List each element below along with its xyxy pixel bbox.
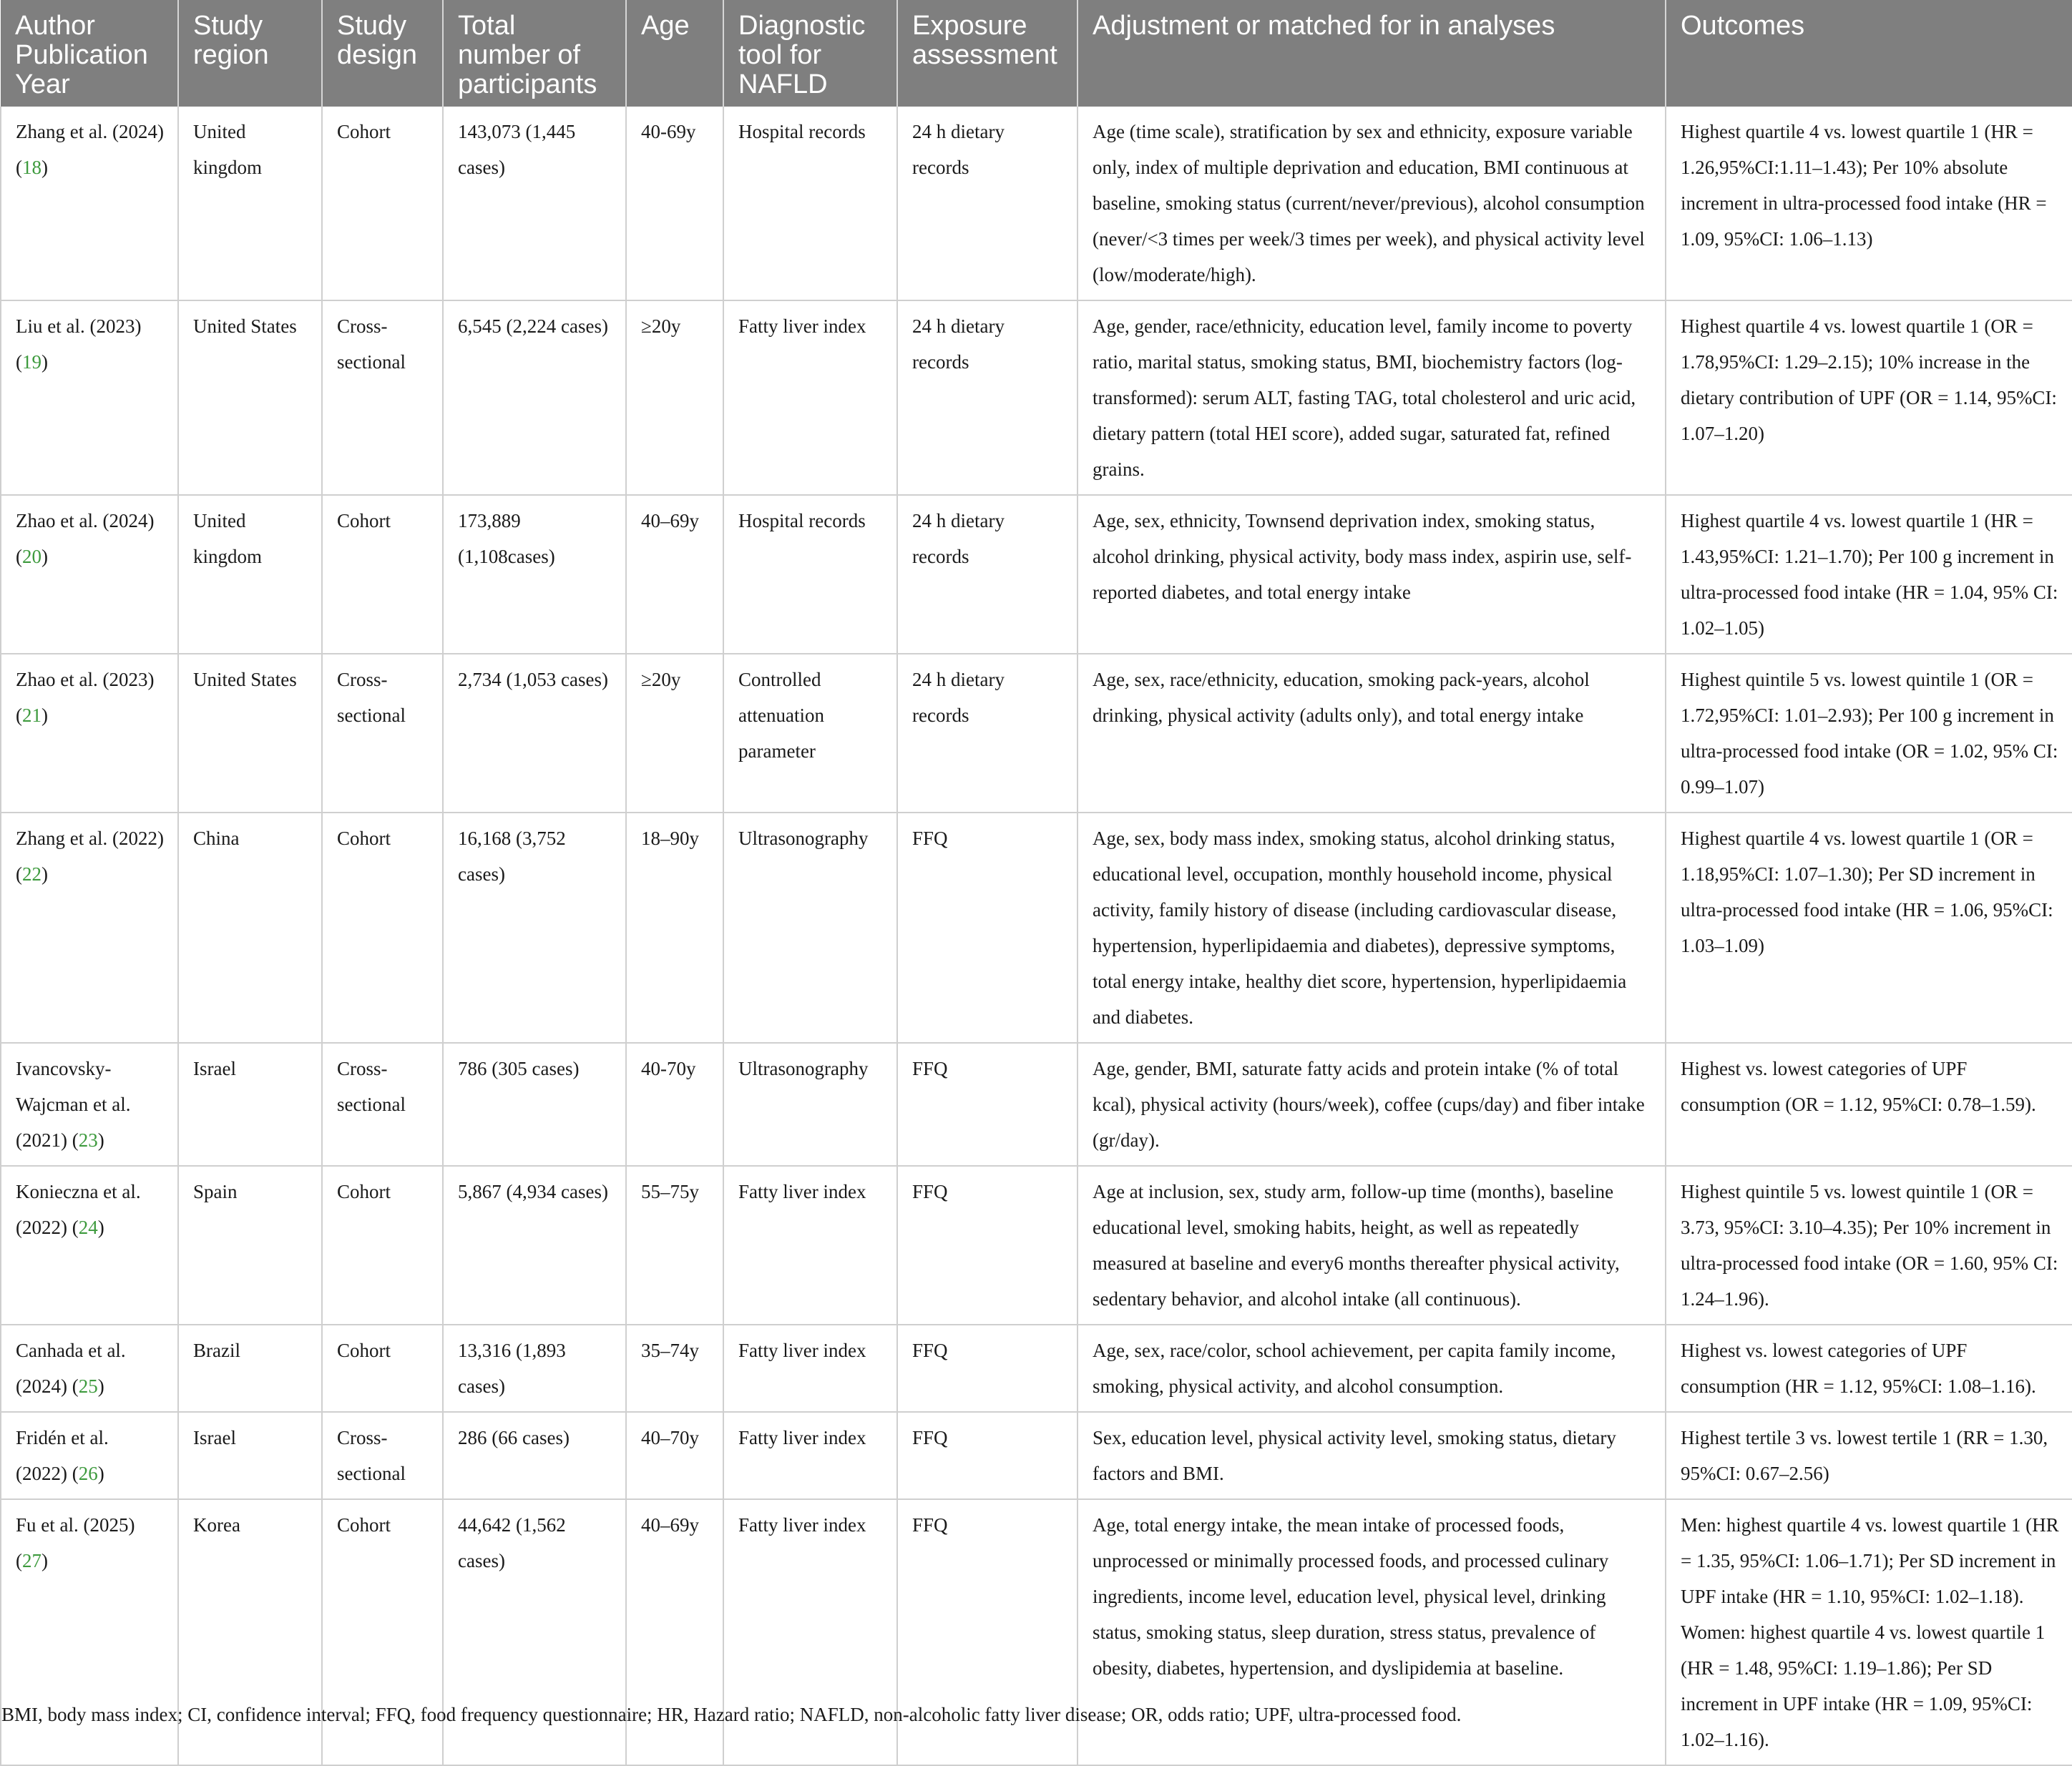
- cell-design: Cohort: [322, 1166, 443, 1325]
- cell-diagnostic: Fatty liver index: [723, 300, 897, 495]
- table-row: [1, 1412, 2072, 1499]
- cell-author: Fridén et al. (2022) (26): [1, 1412, 178, 1499]
- cell-exposure: FFQ: [897, 1499, 1077, 1765]
- cell-exposure: 24 h dietary records: [897, 107, 1077, 300]
- cell-author: Canhada et al. (2024) (25): [1, 1325, 178, 1412]
- header-author: Author Publication Year: [1, 0, 178, 107]
- cell-outcomes: Highest vs. lowest categories of UPF consumption (OR = 1.12, 95%CI: 0.78–1.59).: [1666, 1043, 2072, 1166]
- cell-region: United States: [178, 654, 322, 813]
- cell-exposure: 24 h dietary records: [897, 300, 1077, 495]
- cell-diagnostic: Hospital records: [723, 107, 897, 300]
- reference-link[interactable]: 23: [78, 1129, 98, 1151]
- cell-design: Cohort: [322, 813, 443, 1043]
- table-row: [1, 654, 2072, 813]
- cell-outcomes: Highest quartile 4 vs. lowest quartile 1 (OR = 1.78,95%CI: 1.29–2.15); 10% increase in the dietary contribution of UPF (OR = 1.14, 95%CI: 1.07–1.20): [1666, 300, 2072, 495]
- cell-participants: 16,168 (3,752 cases): [443, 813, 626, 1043]
- reference-link[interactable]: 25: [78, 1375, 98, 1397]
- cell-region: United kingdom: [178, 107, 322, 300]
- cell-author: Konieczna et al. (2022) (24): [1, 1166, 178, 1325]
- cell-adjustment: Age, gender, race/ethnicity, education level, family income to poverty ratio, marital status, smoking status, BMI, biochemistry factors (log-transformed): serum ALT, fasting TAG, total cholesterol and uric acid, dietary pattern (total HEI score), added sugar, saturated fat, refined grains.: [1077, 300, 1666, 495]
- reference-link[interactable]: 22: [22, 863, 41, 885]
- cell-exposure: 24 h dietary records: [897, 654, 1077, 813]
- reference-link[interactable]: 26: [78, 1463, 98, 1484]
- cell-exposure: FFQ: [897, 1412, 1077, 1499]
- cell-outcomes: Highest vs. lowest categories of UPF consumption (HR = 1.12, 95%CI: 1.08–1.16).: [1666, 1325, 2072, 1412]
- table-row: [1, 300, 2072, 495]
- cell-author: Zhang et al. (2024) (18): [1, 107, 178, 300]
- cell-author: Ivancovsky-Wajcman et al. (2021) (23): [1, 1043, 178, 1166]
- cell-region: Spain: [178, 1166, 322, 1325]
- cell-exposure: FFQ: [897, 813, 1077, 1043]
- cell-participants: 13,316 (1,893 cases): [443, 1325, 626, 1412]
- cell-age: ≥20y: [626, 300, 723, 495]
- cell-participants: 5,867 (4,934 cases): [443, 1166, 626, 1325]
- cell-participants: 2,734 (1,053 cases): [443, 654, 626, 813]
- cell-diagnostic: Controlled attenuation parameter: [723, 654, 897, 813]
- reference-link[interactable]: 27: [22, 1550, 41, 1571]
- cell-age: 40–69y: [626, 495, 723, 654]
- cell-design: Cross-sectional: [322, 1043, 443, 1166]
- cell-age: 40–69y: [626, 1499, 723, 1765]
- table-row: [1, 1325, 2072, 1412]
- cell-diagnostic: Ultrasonography: [723, 813, 897, 1043]
- header-outcomes: Outcomes: [1666, 0, 2072, 107]
- cell-design: Cross-sectional: [322, 300, 443, 495]
- cell-adjustment: Age at inclusion, sex, study arm, follow-up time (months), baseline educational level, smoking habits, height, as well as repeatedly measured at baseline and every6 months thereafter physical activity, sedentary behavior, and alcohol intake (all continuous).: [1077, 1166, 1666, 1325]
- reference-link[interactable]: 21: [22, 705, 41, 726]
- reference-link[interactable]: 20: [22, 546, 41, 567]
- table-row: [1, 107, 2072, 300]
- header-age: Age: [626, 0, 723, 107]
- cell-adjustment: Sex, education level, physical activity level, smoking status, dietary factors and BMI.: [1077, 1412, 1666, 1499]
- cell-region: Brazil: [178, 1325, 322, 1412]
- cell-design: Cross-sectional: [322, 654, 443, 813]
- table-footnote: BMI, body mass index; CI, confidence interval; FFQ, food frequency questionnaire; HR, Hazard ratio; NAFLD, non-alcoholic fatty liver disease; OR, odds ratio; UPF, ultra-processed food.: [1, 1704, 1462, 1725]
- cell-age: 55–75y: [626, 1166, 723, 1325]
- cell-exposure: FFQ: [897, 1043, 1077, 1166]
- header-design: Study design: [322, 0, 443, 107]
- cell-outcomes: Highest quartile 4 vs. lowest quartile 1 (OR = 1.18,95%CI: 1.07–1.30); Per SD increment in ultra-processed food intake (HR = 1.06, 95%CI: 1.03–1.09): [1666, 813, 2072, 1043]
- cell-adjustment: Age, sex, race/ethnicity, education, smoking pack-years, alcohol drinking, physical activity (adults only), and total energy intake: [1077, 654, 1666, 813]
- cell-age: 40-70y: [626, 1043, 723, 1166]
- cell-participants: 6,545 (2,224 cases): [443, 300, 626, 495]
- cell-region: Israel: [178, 1412, 322, 1499]
- cell-design: Cohort: [322, 495, 443, 654]
- cell-author: Fu et al. (2025) (27): [1, 1499, 178, 1765]
- table-row: [1, 813, 2072, 1043]
- cell-participants: 786 (305 cases): [443, 1043, 626, 1166]
- cell-diagnostic: Fatty liver index: [723, 1412, 897, 1499]
- cell-design: Cross-sectional: [322, 1412, 443, 1499]
- cell-diagnostic: Fatty liver index: [723, 1499, 897, 1765]
- cell-outcomes: Highest quartile 4 vs. lowest quartile 1 (HR = 1.26,95%CI:1.11–1.43); Per 10% absolute increment in ultra-processed food intake (HR = 1.09, 95%CI: 1.06–1.13): [1666, 107, 2072, 300]
- table-row: [1, 495, 2072, 654]
- cell-region: United States: [178, 300, 322, 495]
- cell-exposure: FFQ: [897, 1166, 1077, 1325]
- header-diagnostic: Diagnostic tool for NAFLD: [723, 0, 897, 107]
- table-header-row: [1, 0, 2072, 107]
- header-participants: Total number of participants: [443, 0, 626, 107]
- cell-outcomes: Men: highest quartile 4 vs. lowest quartile 1 (HR = 1.35, 95%CI: 1.06–1.71); Per SD increment in UPF intake (HR = 1.10, 95%CI: 1.02–1.18). Women: highest quartile 4 vs. lowest quartile 1 (HR = 1.48, 95%CI: 1.19–1.86); Per SD increment in UPF intake (HR = 1.09, 95%CI: 1.02–1.16).: [1666, 1499, 2072, 1765]
- reference-link[interactable]: 18: [22, 157, 41, 178]
- cell-outcomes: Highest quintile 5 vs. lowest quintile 1 (OR = 1.72,95%CI: 1.01–2.93); Per 100 g increment in ultra-processed food intake (OR = 1.02, 95% CI: 0.99–1.07): [1666, 654, 2072, 813]
- cell-design: Cohort: [322, 1499, 443, 1765]
- header-adjustment: Adjustment or matched for in analyses: [1077, 0, 1666, 107]
- cell-author: Liu et al. (2023) (19): [1, 300, 178, 495]
- cell-author: Zhao et al. (2023) (21): [1, 654, 178, 813]
- table-row: [1, 1166, 2072, 1325]
- reference-link[interactable]: 24: [78, 1217, 98, 1238]
- cell-design: Cohort: [322, 107, 443, 300]
- cell-exposure: 24 h dietary records: [897, 495, 1077, 654]
- cell-participants: 44,642 (1,562 cases): [443, 1499, 626, 1765]
- cell-outcomes: Highest tertile 3 vs. lowest tertile 1 (RR = 1.30, 95%CI: 0.67–2.56): [1666, 1412, 2072, 1499]
- cell-outcomes: Highest quintile 5 vs. lowest quintile 1 (OR = 3.73, 95%CI: 3.10–4.35); Per 10% increment in ultra-processed food intake (OR = 1.60, 95% CI: 1.24–1.96).: [1666, 1166, 2072, 1325]
- cell-design: Cohort: [322, 1325, 443, 1412]
- cell-adjustment: Age, sex, race/color, school achievement, per capita family income, smoking, physical activity, and alcohol consumption.: [1077, 1325, 1666, 1412]
- cell-age: 40-69y: [626, 107, 723, 300]
- cell-diagnostic: Ultrasonography: [723, 1043, 897, 1166]
- cell-adjustment: Age, total energy intake, the mean intake of processed foods, unprocessed or minimally processed foods, and processed culinary ingredients, income level, education level, physical level, drinking status, smoking status, sleep duration, stress status, prevalence of obesity, diabetes, hypertension, and dyslipidemia at baseline.: [1077, 1499, 1666, 1765]
- cell-adjustment: Age, sex, ethnicity, Townsend deprivation index, smoking status, alcohol drinking, physical activity, body mass index, aspirin use, self-reported diabetes, and total energy intake: [1077, 495, 1666, 654]
- cell-participants: 143,073 (1,445 cases): [443, 107, 626, 300]
- cell-diagnostic: Fatty liver index: [723, 1325, 897, 1412]
- cell-author: Zhang et al. (2022) (22): [1, 813, 178, 1043]
- cell-diagnostic: Hospital records: [723, 495, 897, 654]
- table-row: [1, 1043, 2072, 1166]
- cell-adjustment: Age, sex, body mass index, smoking status, alcohol drinking status, educational level, occupation, monthly household income, physical activity, family history of disease (including cardiovascular disease, hypertension, hyperlipidaemia and diabetes), depressive symptoms, total energy intake, healthy diet score, hypertension, hyperlipidaemia and diabetes.: [1077, 813, 1666, 1043]
- cell-adjustment: Age, gender, BMI, saturate fatty acids and protein intake (% of total kcal), physical activity (hours/week), coffee (cups/day) and fiber intake (gr/day).: [1077, 1043, 1666, 1166]
- cell-participants: 173,889 (1,108cases): [443, 495, 626, 654]
- table-body: [1, 107, 2072, 1765]
- cell-adjustment: Age (time scale), stratification by sex and ethnicity, exposure variable only, index of multiple deprivation and education, BMI continuous at baseline, smoking status (current/never/previous), alcohol consumption (never/<3 times per week/3 times per week), and physical activity level (low/moderate/high).: [1077, 107, 1666, 300]
- header-region: Study region: [178, 0, 322, 107]
- cell-region: Korea: [178, 1499, 322, 1765]
- cell-participants: 286 (66 cases): [443, 1412, 626, 1499]
- cell-age: ≥20y: [626, 654, 723, 813]
- cell-region: China: [178, 813, 322, 1043]
- cell-age: 35–74y: [626, 1325, 723, 1412]
- cell-region: United kingdom: [178, 495, 322, 654]
- cell-diagnostic: Fatty liver index: [723, 1166, 897, 1325]
- header-exposure: Exposure assessment: [897, 0, 1077, 107]
- cell-region: Israel: [178, 1043, 322, 1166]
- reference-link[interactable]: 19: [22, 351, 41, 373]
- cell-age: 18–90y: [626, 813, 723, 1043]
- cell-exposure: FFQ: [897, 1325, 1077, 1412]
- cell-outcomes: Highest quartile 4 vs. lowest quartile 1 (HR = 1.43,95%CI: 1.21–1.70); Per 100 g increment in ultra-processed food intake (HR = 1.04, 95% CI: 1.02–1.05): [1666, 495, 2072, 654]
- cell-author: Zhao et al. (2024) (20): [1, 495, 178, 654]
- cell-age: 40–70y: [626, 1412, 723, 1499]
